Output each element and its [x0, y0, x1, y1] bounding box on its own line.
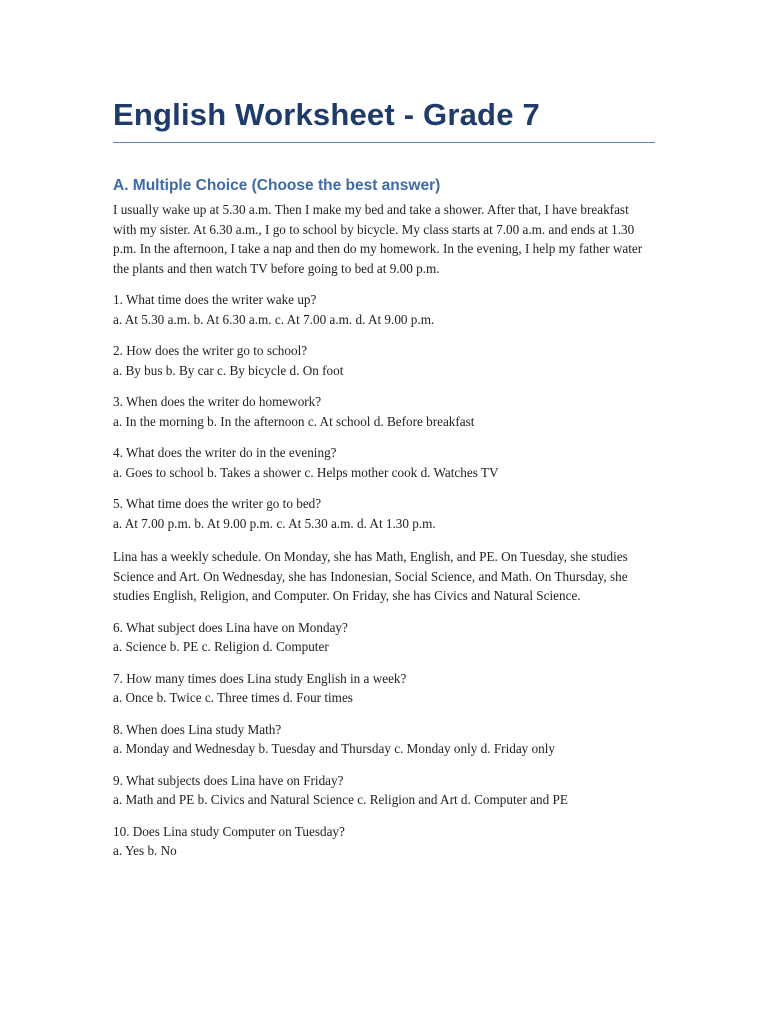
question-text: 5. What time does the writer go to bed? [113, 496, 322, 511]
answer-options: a. By bus b. By car c. By bicycle d. On foot [113, 362, 344, 378]
answer-options: a. Once b. Twice c. Three times d. Four times [113, 690, 353, 705]
answer-options: a. At 7.00 p.m. b. At 9.00 p.m. c. At 5.30 a.m. d. At 1.30 p.m. [113, 515, 436, 531]
reading-passage-2: Lina has a weekly schedule. On Monday, she has Math, English, and PE. On Tuesday, she studies Science and Art. On Wednesday, she has Indonesian, Social Science, and Math. On Thursday, she studies English, Religion, and Computer. On Friday, she has Civics and Natural Science. [113, 549, 628, 603]
question-4 [113, 443, 655, 482]
worksheet-page [113, 96, 655, 861]
question-1 [113, 290, 655, 329]
question-9 [113, 771, 655, 810]
answer-options: a. Math and PE b. Civics and Natural Science c. Religion and Art d. Computer and PE [113, 792, 568, 807]
answer-options: a. Monday and Wednesday b. Tuesday and Thursday c. Monday only d. Friday only [113, 741, 556, 756]
question-text: 8. When does Lina study Math? [113, 721, 282, 737]
question-text: 1. What time does the writer wake up? [113, 292, 317, 307]
question-text: 9. What subjects does Lina have on Friday? [113, 772, 344, 788]
question-text: 6. What subject does Lina have on Monday? [113, 619, 348, 635]
section-a-heading: A. Multiple Choice (Choose the best answer) [113, 177, 441, 194]
question-text: 3. When does the writer do homework? [113, 394, 322, 409]
question-group-1 [113, 290, 655, 533]
page-title: English Worksheet - Grade 7 [113, 97, 540, 132]
question-6 [113, 618, 655, 657]
question-text: 10. Does Lina study Computer on Tuesday? [113, 823, 345, 839]
reading-passage-1: I usually wake up at 5.30 a.m. Then I make my bed and take a shower. After that, I have breakfast with my sister. At 6.30 a.m., I go to school by bicycle. My class starts at 7.00 a.m. and ends at 1.30 p.m. In the afternoon, I take a nap and then do my homework. In the evening, I help my father water the plants and then watch TV before going to bed at 9.00 p.m. [113, 202, 643, 276]
answer-options: a. In the morning b. In the afternoon c. At school d. Before breakfast [113, 413, 475, 429]
question-3 [113, 392, 655, 431]
answer-options: a. Science b. PE c. Religion d. Computer [113, 639, 329, 654]
answer-options: a. Yes b. No [113, 843, 177, 858]
question-10 [113, 822, 655, 861]
question-text: 2. How does the writer go to school? [113, 343, 308, 358]
answer-options: a. Goes to school b. Takes a shower c. Helps mother cook d. Watches TV [113, 464, 499, 480]
answer-options: a. At 5.30 a.m. b. At 6.30 a.m. c. At 7.00 a.m. d. At 9.00 p.m. [113, 311, 435, 327]
question-text: 4. What does the writer do in the evening? [113, 445, 337, 460]
question-8 [113, 720, 655, 759]
question-7 [113, 669, 655, 708]
question-text: 7. How many times does Lina study English in a week? [113, 670, 407, 686]
question-5 [113, 494, 655, 533]
title-divider [113, 142, 655, 143]
question-2 [113, 341, 655, 380]
question-group-2 [113, 618, 655, 861]
